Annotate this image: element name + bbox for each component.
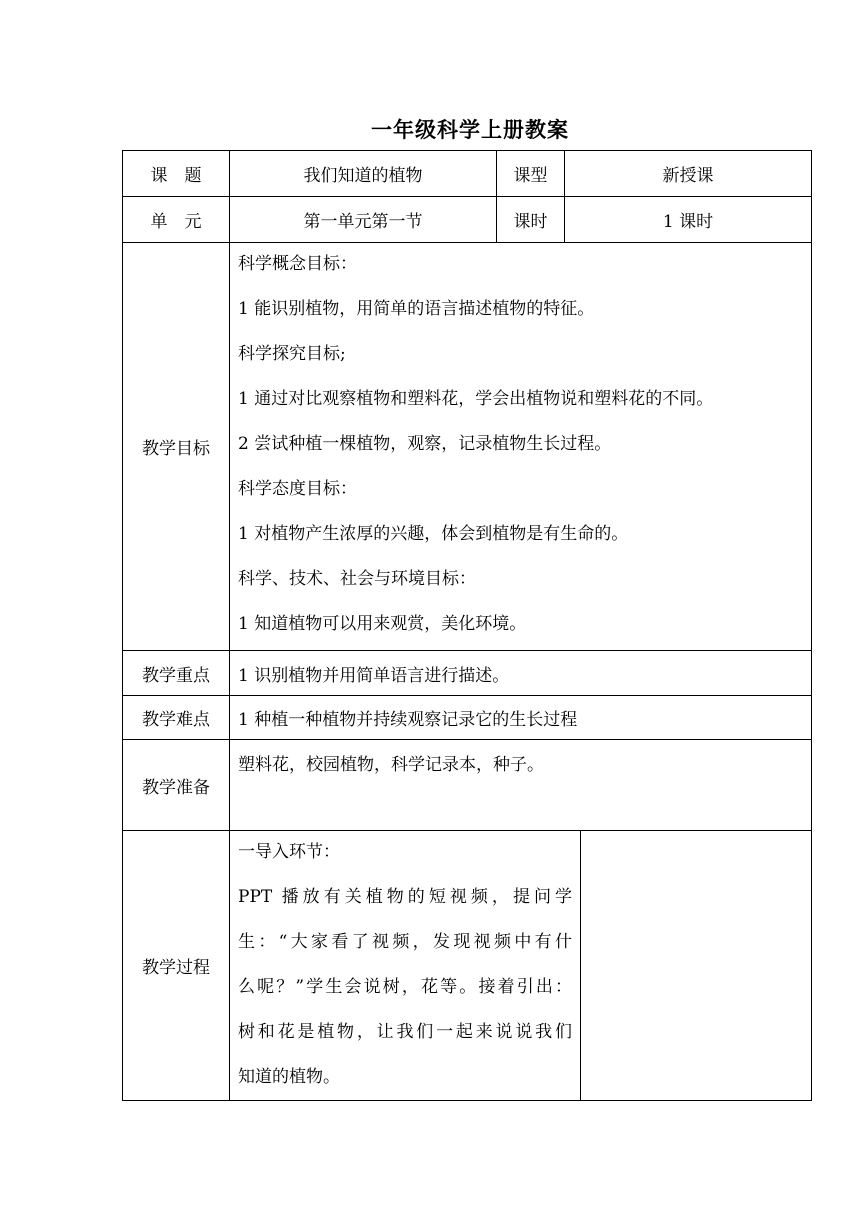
objectives-label: 教学目标 bbox=[142, 439, 210, 459]
process-line: PPT 播放有关植物的短视频，提问学 bbox=[238, 887, 572, 907]
preparation-label-cell bbox=[122, 739, 230, 831]
class-hours-label-cell bbox=[496, 196, 565, 243]
process-line: 生：“大家看了视频，发现视频中有什 bbox=[238, 932, 572, 952]
document-title: 一年级科学上册教案 bbox=[371, 118, 569, 142]
unit-label: 单 元 bbox=[150, 212, 202, 232]
objective-line: 科学、技术、社会与环境目标： bbox=[238, 569, 476, 589]
preparation-label: 教学准备 bbox=[142, 777, 210, 798]
key-points-label-cell bbox=[122, 650, 230, 696]
difficulties-value: 1 种植一种植物并持续观察记录它的生长过程 bbox=[238, 710, 578, 730]
objective-line: 1 通过对比观察植物和塑料花，学会出植物说和塑料花的不同。 bbox=[238, 389, 714, 409]
unit-label-cell bbox=[122, 196, 230, 243]
process-line: 一导入环节： bbox=[238, 842, 340, 862]
difficulties-value-cell bbox=[229, 695, 812, 740]
objective-line: 2 尝试种植一棵植物，观察，记录植物生长过程。 bbox=[238, 434, 612, 454]
objective-line: 1 知道植物可以用来观赏，美化环境。 bbox=[238, 614, 527, 634]
objectives-content-cell bbox=[229, 242, 812, 651]
class-hours-value: 1 课时 bbox=[662, 212, 714, 232]
lesson-type-value-cell bbox=[564, 150, 812, 197]
objective-line: 1 对植物产生浓厚的兴趣，体会到植物是有生命的。 bbox=[238, 524, 629, 544]
objective-line: 1 能识别植物，用简单的语言描述植物的特征。 bbox=[238, 299, 595, 319]
class-hours-value-cell bbox=[564, 196, 812, 243]
preparation-value: 塑料花，校园植物，科学记录本，种子。 bbox=[238, 755, 544, 775]
key-points-value: 1 识别植物并用简单语言进行描述。 bbox=[238, 665, 510, 686]
process-notes-cell bbox=[580, 830, 812, 1101]
process-line: 知道的植物。 bbox=[238, 1067, 340, 1087]
topic-label: 课 题 bbox=[150, 166, 202, 186]
objectives-label-cell bbox=[122, 242, 230, 651]
class-hours-label: 课时 bbox=[513, 212, 548, 232]
process-line: 么呢？”学生会说树，花等。接着引出： bbox=[238, 977, 572, 997]
unit-value-cell bbox=[229, 196, 497, 243]
lesson-type-label-cell bbox=[496, 150, 565, 197]
objective-line: 科学态度目标： bbox=[238, 479, 357, 499]
lesson-type-value: 新授课 bbox=[662, 166, 714, 186]
process-content-cell bbox=[229, 830, 581, 1101]
process-label-cell bbox=[122, 830, 230, 1101]
preparation-value-cell bbox=[229, 739, 812, 831]
topic-label-cell bbox=[122, 150, 230, 197]
process-line: 树和花是植物，让我们一起来说说我们 bbox=[238, 1022, 572, 1042]
topic-value-cell bbox=[229, 150, 497, 197]
key-points-value-cell bbox=[229, 650, 812, 696]
topic-value: 我们知道的植物 bbox=[303, 166, 423, 186]
difficulties-label: 教学难点 bbox=[142, 710, 210, 730]
objective-line: 科学概念目标： bbox=[238, 254, 357, 274]
unit-value: 第一单元第一节 bbox=[303, 212, 423, 232]
key-points-label: 教学重点 bbox=[142, 665, 210, 686]
lesson-type-label: 课型 bbox=[513, 166, 548, 186]
process-label: 教学过程 bbox=[142, 958, 210, 978]
objective-line: 科学探究目标; bbox=[238, 344, 346, 364]
difficulties-label-cell bbox=[122, 695, 230, 740]
